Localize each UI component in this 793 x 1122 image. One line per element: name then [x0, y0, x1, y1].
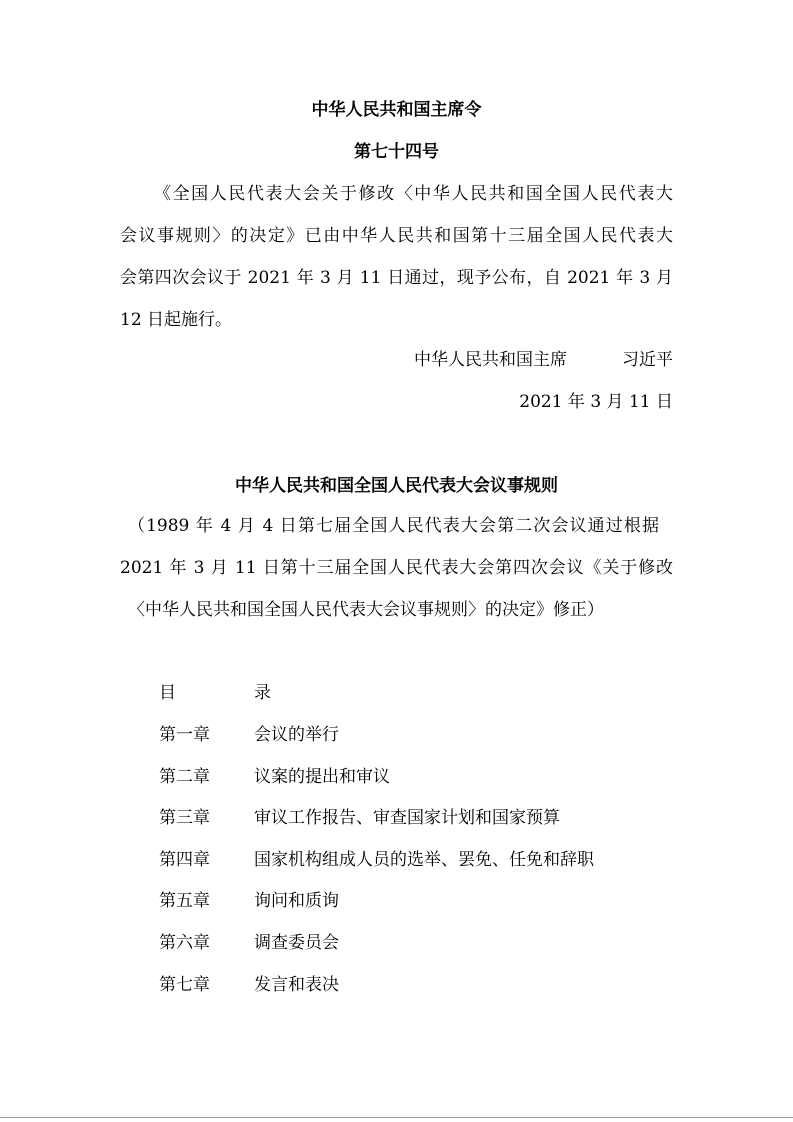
toc-chapter-title: 国家机构组成人员的选举、罢免、任免和辞职 [254, 850, 594, 870]
order-body-line: 12 日起施行。 [120, 310, 233, 330]
toc-heading-right: 录 [254, 683, 271, 703]
order-title: 中华人民共和国主席令 [311, 100, 482, 120]
rules-note-line: （1989 年 4 月 4 日第七届全国人民代表大会第二次会议通过根据 [128, 516, 659, 536]
rules-note-line: 〈中华人民共和国全国人民代表大会议事规则〉的决定》修正） [128, 600, 604, 620]
toc-chapter-label: 第一章 [159, 725, 210, 745]
toc-chapter-label: 第六章 [159, 933, 210, 953]
signatory-name: 习近平 [622, 350, 673, 370]
toc-chapter-title: 发言和表决 [254, 975, 339, 995]
page-bottom-divider [0, 1117, 793, 1118]
toc-chapter-label: 第二章 [159, 767, 210, 787]
order-number: 第七十四号 [354, 142, 439, 162]
toc-chapter-title: 会议的举行 [254, 725, 339, 745]
signatory-title: 中华人民共和国主席 [414, 350, 567, 370]
rules-note-line: 2021 年 3 月 11 日第十三届全国人民代表大会第四次会议《关于修改 [120, 558, 673, 578]
toc-chapter-title: 议案的提出和审议 [254, 767, 390, 787]
toc-chapter-title: 审议工作报告、审查国家计划和国家预算 [254, 808, 560, 828]
toc-chapter-label: 第七章 [159, 975, 210, 995]
order-date: 2021 年 3 月 11 日 [519, 392, 673, 412]
toc-chapter-label: 第五章 [159, 891, 210, 911]
toc-chapter-label: 第四章 [159, 850, 210, 870]
toc-heading-left: 目 [159, 683, 176, 703]
order-body-line: 会第四次会议于 2021 年 3 月 11 日通过，现予公布，自 2021 年 3 月 [120, 268, 673, 288]
toc-chapter-title: 调查委员会 [254, 933, 339, 953]
toc-chapter-title: 询问和质询 [254, 891, 339, 911]
order-body-line: 《全国人民代表大会关于修改〈中华人民共和国全国人民代表大 [154, 184, 673, 204]
toc-chapter-label: 第三章 [159, 808, 210, 828]
order-body-line: 会议事规则〉的决定》已由中华人民共和国第十三届全国人民代表大 [120, 226, 673, 246]
rules-title: 中华人民共和国全国人民代表大会议事规则 [235, 476, 558, 496]
